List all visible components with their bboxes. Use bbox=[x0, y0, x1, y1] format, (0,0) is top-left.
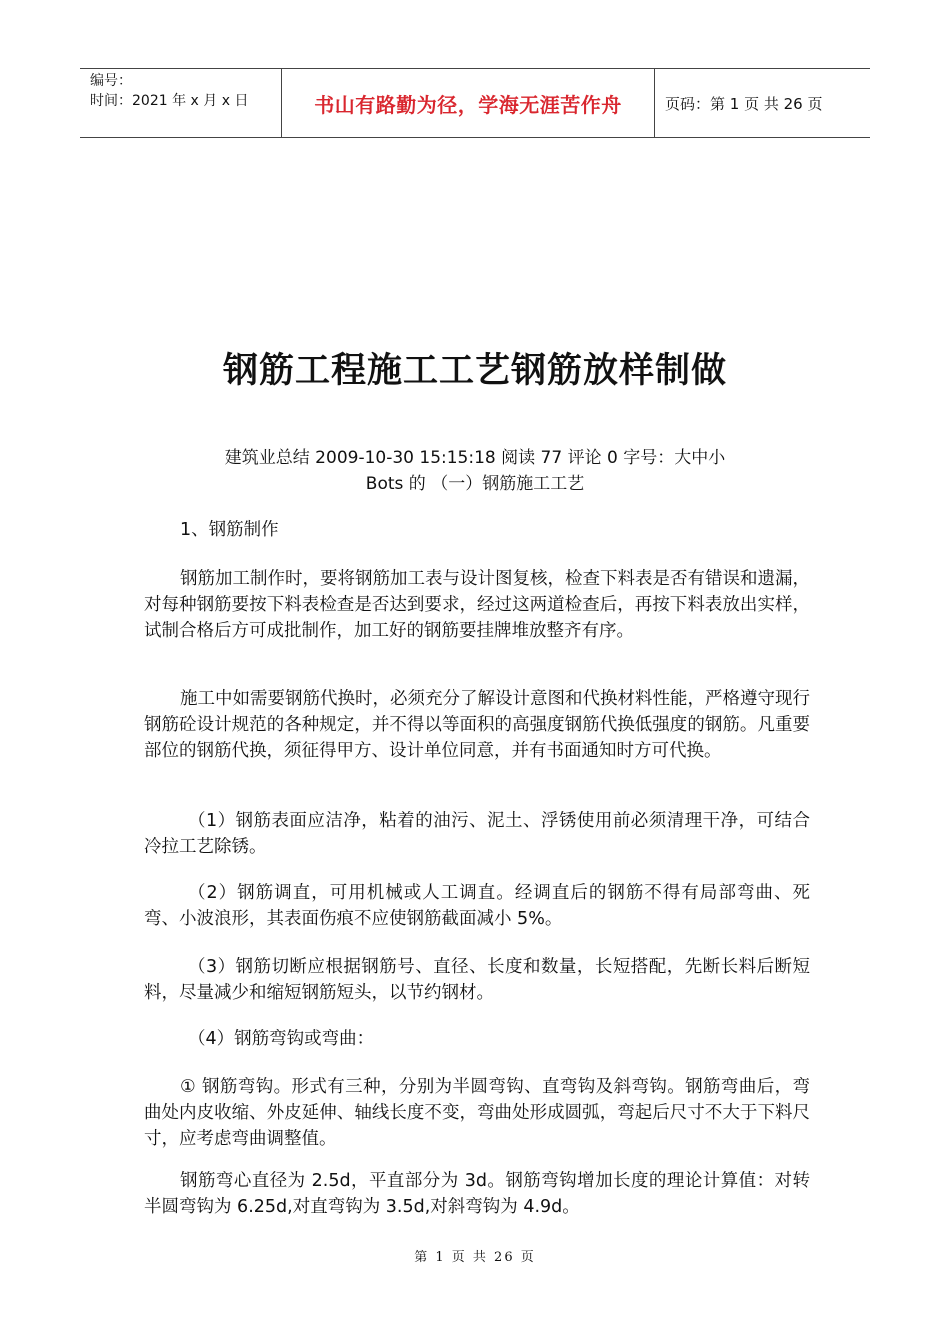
list-item-4: （4）钢筋弯钩或弯曲： bbox=[188, 1029, 375, 1049]
paragraph-2: 施工中如需要钢筋代换时，必须充分了解设计意图和代换材料性能，严格遵守现行钢筋砼设计规范的各种规定，并不得以等面积的高强度钢筋代换低强度的钢筋。凡重要部位的钢筋代换，须征得甲方、设计单位同意，并有书面通知时方可代换。 bbox=[144, 689, 810, 761]
list-item-3: （3）钢筋切断应根据钢筋号、直径、长度和数量，长短搭配，先断长料后断短料，尽量减少和缩短钢筋短头，以节约钢材。 bbox=[144, 957, 810, 1003]
meta-line-1: 建筑业总结 2009-10-30 15:15:18 阅读 77 评论 0 字号：大中小 bbox=[224, 448, 726, 468]
sub-item-1: ① 钢筋弯钩。形式有三种，分别为半圆弯钩、直弯钩及斜弯钩。钢筋弯曲后，弯曲处内皮收缩、外皮延伸、轴线长度不变，弯曲处形成圆弧，弯起后尺寸不大于下料尺寸，应考虑弯曲调整值。 bbox=[144, 1077, 810, 1149]
list-item-1: （1）钢筋表面应洁净，粘着的油污、泥土、浮锈使用前必须清理干净，可结合冷拉工艺除锈。 bbox=[144, 811, 810, 857]
section-heading: 1、钢筋制作 bbox=[180, 520, 279, 540]
number-label: 编号： bbox=[90, 73, 132, 89]
header-table bbox=[80, 68, 870, 138]
page-info: 页码：第 1 页 共 26 页 bbox=[665, 94, 823, 113]
paragraph-1: 钢筋加工制作时，要将钢筋加工表与设计图复核，检查下料表是否有错误和遗漏，对每种钢筋要按下料表检查是否达到要求，经过这两道检查后，再按下料表放出实样，试制合格后方可成批制作，加工好的钢筋要挂牌堆放整齐有序。 bbox=[144, 569, 810, 641]
document-title: 钢筋工程施工工艺钢筋放样制做 bbox=[222, 351, 727, 391]
page-footer: 第 1 页 共 26 页 bbox=[414, 1250, 536, 1265]
list-item-2: （2）钢筋调直，可用机械或人工调直。经调直后的钢筋不得有局部弯曲、死弯、小波浪形，其表面伤痕不应使钢筋截面减小 5%。 bbox=[144, 883, 810, 929]
header-motto-cell bbox=[282, 69, 655, 137]
header-page-cell bbox=[655, 69, 870, 137]
time-label: 时间：2021 年 x 月 x 日 bbox=[90, 93, 249, 109]
paragraph-3: 钢筋弯心直径为 2.5d，平直部分为 3d。钢筋弯钩增加长度的理论计算值：对转半圆弯钩为 6.25d,对直弯钩为 3.5d,对斜弯钩为 4.9d。 bbox=[144, 1171, 810, 1217]
header-left-cell bbox=[80, 69, 282, 137]
meta-line-2: Bots 的 （一）钢筋施工工艺 bbox=[365, 474, 585, 494]
motto-text: 书山有路勤为径，学海无涯苦作舟 bbox=[314, 92, 622, 117]
